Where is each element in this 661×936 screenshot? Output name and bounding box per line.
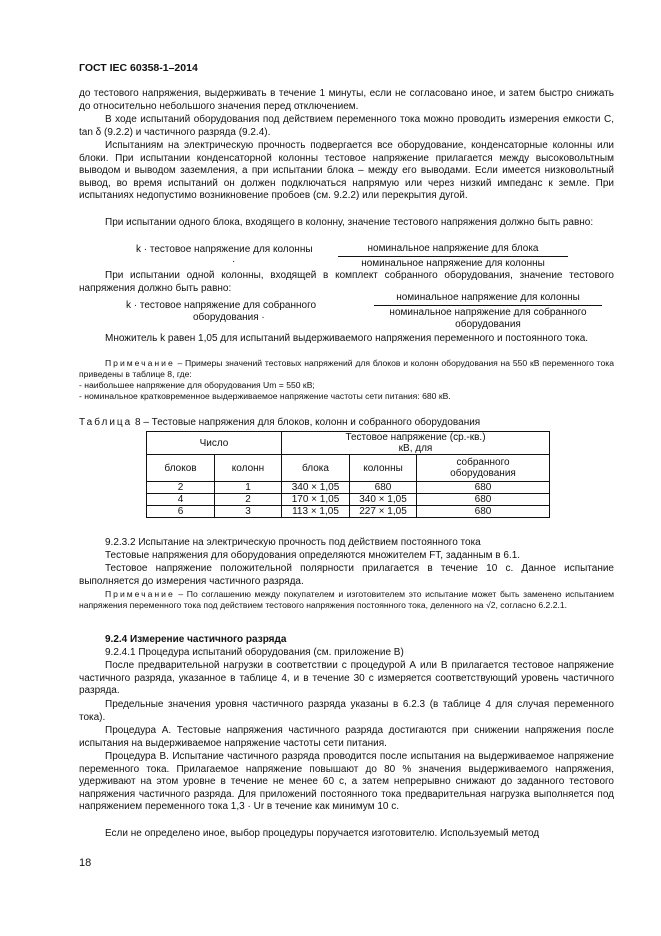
paragraph-1: до тестового напряжения, выдерживать в течение 1 минуты, если не согласовано иное, и затем быстро снижать до относительно небольшого значения перед отключением.: [79, 88, 614, 112]
paragraph-6: Множитель k равен 1,05 для испытаний выдерживаемого напряжения переменного и постоянного тока.: [105, 333, 589, 344]
section-9-2-4-1: 9.2.4.1 Процедура испытаний оборудования (см. приложение В): [105, 647, 404, 658]
table-caption-text: 8 – Тестовые напряжения для блоков, колонн и собранного оборудования: [132, 417, 481, 428]
paragraph-12: Процедура В. Испытание частичного разряда проводится после испытания на выдерживаемое напряжение переменного тока. Прилагаемое напряжение повышают до 80 % значения выдерживаемого напряжения, удерживают на этом уровне в течение не менее 60 с, а затем непрерывно снижают до заданного тестового напряжения частичного разряда. Для приложений постоянного тока предварительная нагрузка выполняется под напряжением переменного тока 1,3 · Ur в течение как минимум 10 с.: [79, 751, 614, 813]
table-row: [147, 482, 550, 494]
th-test-voltage: [282, 432, 550, 455]
formula-2-denominator-line2: оборудования: [455, 319, 521, 330]
formula-1-numerator: номинальное напряжение для блока: [338, 243, 568, 257]
note-1-bullet-2: - номинальное кратковременное выдерживаемое напряжение частоты сети питания: 680 кВ.: [79, 391, 451, 401]
th-columns: колонн: [215, 455, 282, 482]
table-cell: 3: [215, 506, 282, 518]
table-cell: 680: [350, 482, 417, 494]
note-2: [79, 589, 614, 611]
table-cell: 680: [417, 506, 550, 518]
th-number: Число: [147, 432, 282, 455]
table-cell: 340 × 1,05: [350, 494, 417, 506]
table-cell: 4: [147, 494, 215, 506]
table-caption: [79, 417, 614, 430]
formula-2-left-line2: оборудования ·: [193, 312, 265, 323]
formula-1-dot: ·: [232, 256, 236, 267]
table-8: [146, 431, 550, 518]
paragraph-5: При испытании одной колонны, входящей в комплект собранного оборудования, значение тестового напряжения должно быть равно:: [79, 270, 614, 294]
table-row: [147, 494, 550, 506]
paragraph-4: При испытании одного блока, входящего в колонну, значение тестового напряжения должно быть равно:: [105, 217, 594, 228]
table-cell: 340 × 1,05: [282, 482, 350, 494]
paragraph-13: Если не определено иное, выбор процедуры поручается изготовителю. Используемый метод: [105, 828, 540, 839]
formula-1-left: k · тестовое напряжение для колонны: [136, 244, 313, 255]
formula-2-fraction: [374, 292, 602, 331]
formula-1-denominator: номинальное напряжение для колонны: [361, 258, 545, 269]
table-cell: 170 × 1,05: [282, 494, 350, 506]
th-assembled-line1: собранного: [456, 457, 510, 468]
note-2-label: Примечание: [105, 589, 175, 599]
table-cell: 6: [147, 506, 215, 518]
table-cell: 2: [215, 494, 282, 506]
paragraph-8: Тестовое напряжение положительной полярности прилагается в течение 10 с. Данное испытание выполняется до измерения частичного разряда.: [79, 563, 614, 587]
table-label: Таблица: [79, 417, 133, 428]
table-cell: 1: [215, 482, 282, 494]
table-cell: 227 × 1,05: [350, 506, 417, 518]
table-cell: 113 × 1,05: [282, 506, 350, 518]
th-assembled-line2: оборудования: [450, 468, 516, 479]
th-block: блока: [282, 455, 350, 482]
th-blocks: блоков: [147, 455, 215, 482]
paragraph-7: Тестовые напряжения для оборудования определяются множителем FT, заданным в 6.1.: [105, 550, 521, 561]
paragraph-10: Предельные значения уровня частичного разряда указаны в 6.2.3 (в таблице 4 для случая переменного тока).: [79, 699, 614, 723]
section-9-2-3-2: 9.2.3.2 Испытание на электрическую прочность под действием постоянного тока: [105, 537, 481, 548]
note-1-label: Примечание: [105, 358, 175, 368]
table-cell: 680: [417, 494, 550, 506]
table-cell: 680: [417, 482, 550, 494]
table-cell: 2: [147, 482, 215, 494]
formula-1-fraction: [338, 243, 568, 270]
th-test-voltage-line1: Тестовое напряжение (ср.-кв.): [345, 432, 486, 443]
page-header: ГОСТ IEC 60358-1–2014: [79, 62, 198, 74]
paragraph-2: В ходе испытаний оборудования под действием переменного тока можно проводить измерения емкости C, tan δ (9.2.2) и частичного разряда (9.2.4).: [79, 114, 614, 138]
formula-2-left: [126, 300, 356, 324]
note-1-bullet-1: - наибольшее напряжение для оборудования Um = 550 кВ;: [79, 380, 315, 390]
th-column: колонны: [350, 455, 417, 482]
th-test-voltage-line2: кВ, для: [398, 443, 433, 454]
formula-2-left-line1: k · тестовое напряжение для собранного: [126, 300, 317, 311]
paragraph-9: После предварительной нагрузки в соответствии с процедурой А или В прилагается тестовое напряжение частичного разряда, указанное в таблице 4, и в течение 30 с измеряется соответствующий уровень частичного разряда.: [79, 660, 614, 697]
section-9-2-4-heading: 9.2.4 Измерение частичного разряда: [105, 634, 287, 645]
note-2-text: – По соглашению между покупателем и изготовителем это испытание может быть заменено испытанием напряжения переменного тока под действием тестового напряжения постоянного тока, деленного на √2, согласно 6.2.2.1.: [79, 589, 614, 610]
note-1-text: – Примеры значений тестовых напряжений для блоков и колонн оборудования на 550 кВ переменного тока приведены в таблице 8, где:: [79, 358, 614, 379]
paragraph-11: Процедура А. Тестовые напряжения частичного разряда достигаются при снижении напряжения после испытания на выдерживаемое напряжение частоты сети питания.: [79, 725, 614, 749]
page-number: 18: [79, 857, 92, 869]
formula-2-denominator-line1: номинальное напряжение для собранного: [389, 307, 587, 318]
table-row: [147, 506, 550, 518]
note-1: [79, 358, 614, 380]
th-assembled: [417, 455, 550, 482]
formula-2-numerator: номинальное напряжение для колонны: [374, 292, 602, 306]
paragraph-3: Испытаниям на электрическую прочность подвергается все оборудование, конденсаторные колонны или блоки. При испытании конденсаторной колонны тестовое напряжение прилагается между высоковольтным выводом и выводом заземления, а при испытании блока – между его выводами. Если имеется низковольтный вывод, во время испытаний он должен подключаться напрямую или через низкий импеданс к земле. При испытаниях недопустимо возникновение пробоев (см. 9.2.2) или перекрытия дугой.: [79, 140, 614, 202]
